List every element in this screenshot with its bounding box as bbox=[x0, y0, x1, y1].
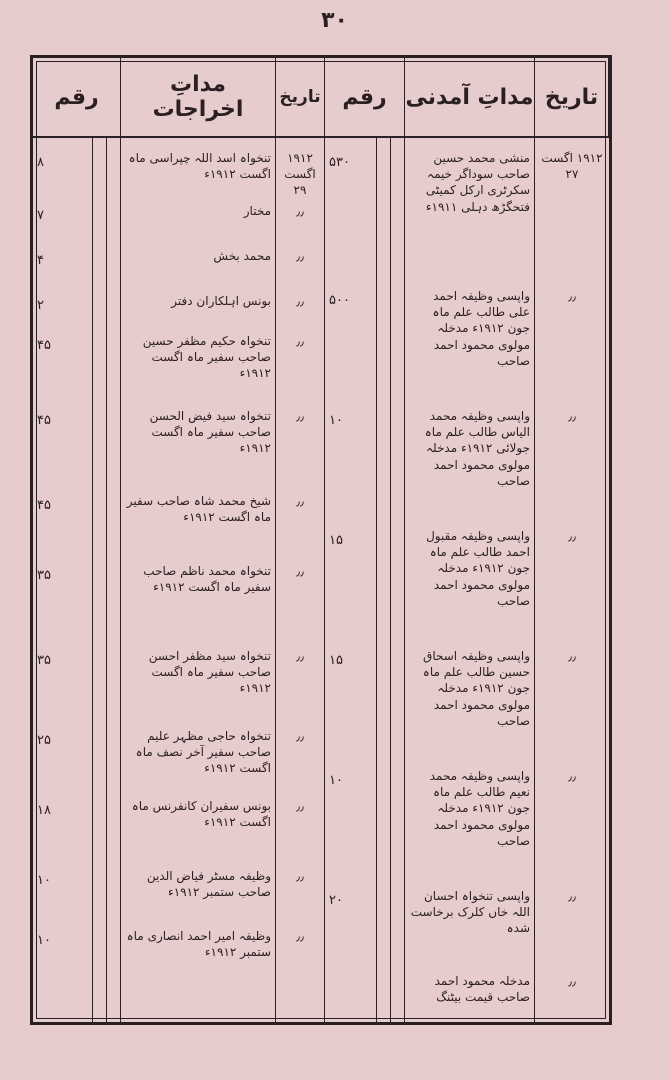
column-date-out bbox=[276, 138, 325, 1022]
income-entry-amount: ۱۵ bbox=[329, 653, 343, 668]
income-entry-text: منشی محمد حسین صاحب سوداگر خیمہ سکرٹری ارکل کمیٹی فتحگڑھ دہلی ۱۹۱۱ء bbox=[425, 151, 530, 214]
income-entry-text: واپسی وظیفہ احمد علی طالب علم ماہ جون ۱۹۱۲ء مدخلہ مولوی محمود احمد صاحب bbox=[432, 289, 530, 368]
column-amount-in bbox=[325, 138, 405, 1022]
expense-entry-date: ٫٫ bbox=[296, 799, 304, 813]
expense-entry-text: مختار bbox=[243, 204, 271, 218]
header-date-out: تاریخ bbox=[276, 58, 325, 138]
income-entry-date: ٫٫ bbox=[568, 529, 576, 543]
expense-entry-amount: ۴۵ bbox=[37, 498, 51, 513]
header-income: مداتِ آمدنی bbox=[405, 58, 535, 138]
income-entry-text: واپسی وظیفہ اسحاق حسین طالب علم ماہ جون ۱۹۱۲ء مدخلہ مولوی محمود احمد صاحب bbox=[422, 649, 530, 728]
expense-entry-text: بونس سفیران کانفرنس ماہ اگست ۱۹۱۲ء bbox=[131, 799, 271, 830]
income-entry-amount: ۵۰۰ bbox=[329, 293, 350, 308]
ledger-table bbox=[30, 55, 612, 1025]
income-entry-date: ٫٫ bbox=[568, 769, 576, 783]
expense-entry-date: ۱۹۱۲ اگست ۲۹ bbox=[284, 151, 316, 198]
income-entry-text: واپسی وظیفہ محمد نعیم طالب علم ماہ جون ۱۹۱۲ء مدخلہ مولوی محمود احمد صاحب bbox=[429, 769, 530, 848]
expense-entry-amount: ۴ bbox=[37, 253, 44, 268]
expense-entry-text: محمد بخش bbox=[213, 249, 271, 263]
header-amount-in: رقم bbox=[325, 58, 405, 138]
column-expenses bbox=[121, 138, 276, 1022]
income-entry-date: ٫٫ bbox=[568, 974, 576, 988]
expense-entry-date: ٫٫ bbox=[296, 204, 304, 218]
header-expenses: مداتِ اخراجات bbox=[121, 58, 276, 138]
income-entry-amount: ۱۰ bbox=[329, 773, 343, 788]
expense-entry-text: تنخواہ سید مظفر احسن صاحب سفیر ماہ اگست ۱۹۱۲ء bbox=[148, 649, 271, 696]
income-entry-date: ۱۹۱۲ اگست ۲۷ bbox=[541, 151, 603, 182]
expense-entry-date: ٫٫ bbox=[296, 294, 304, 308]
expense-entry-text: تنخواہ حاجی مظہر علیم صاحب سفیر آخر نصف ماہ اگست ۱۹۱۲ء bbox=[135, 729, 271, 776]
income-entry-text: واپسی وظیفہ مقبول احمد طالب علم ماہ جون ۱۹۱۲ء مدخلہ مولوی محمود احمد صاحب bbox=[426, 529, 530, 608]
income-entry-date: ٫٫ bbox=[568, 889, 576, 903]
expense-entry-date: ٫٫ bbox=[296, 649, 304, 663]
expense-entry-amount: ۸ bbox=[37, 155, 44, 170]
income-entry-text: مدخلہ محمود احمد صاحب قیمت بیٹنگ bbox=[434, 974, 530, 1005]
expense-entry-date: ٫٫ bbox=[296, 249, 304, 263]
income-entry-text: واپسی تنخواہ احسان اللہ خاں کلرک برخاست شدہ bbox=[410, 889, 530, 936]
income-entry-amount: ۱۰ bbox=[329, 413, 343, 428]
income-entry-date: ٫٫ bbox=[568, 649, 576, 663]
income-entry-date: ٫٫ bbox=[568, 289, 576, 303]
expense-entry-text: وظیفہ امیر احمد انصاری ماہ ستمبر ۱۹۱۲ء bbox=[126, 929, 271, 960]
expense-entry-date: ٫٫ bbox=[296, 869, 304, 883]
income-entry-text: واپسی وظیفہ محمد الیاس طالب علم ماہ جولائی ۱۹۱۲ء مدخلہ مولوی محمود احمد صاحب bbox=[424, 409, 530, 488]
expense-entry-text: وظیفہ مسٹر فیاض الدین صاحب ستمبر ۱۹۱۲ء bbox=[146, 869, 271, 900]
income-entry-amount: ۱۵ bbox=[329, 533, 343, 548]
expense-entry-amount: ۱۰ bbox=[37, 933, 51, 948]
page-number: ۳۰ bbox=[321, 8, 348, 33]
expense-entry-amount: ۴۵ bbox=[37, 413, 51, 428]
header-date-in: تاریخ bbox=[535, 58, 609, 138]
expense-entry-amount: ۳۵ bbox=[37, 568, 51, 583]
expense-entry-amount: ۳۵ bbox=[37, 653, 51, 668]
expense-entry-date: ٫٫ bbox=[296, 409, 304, 423]
expense-entry-text: تنخواہ محمد ناظم صاحب سفیر ماہ اگست ۱۹۱۲ء bbox=[143, 564, 271, 595]
expense-entry-date: ٫٫ bbox=[296, 334, 304, 348]
expense-entry-text: تنخواہ حکیم مظفر حسین صاحب سفیر ماہ اگست ۱۹۱۲ء bbox=[142, 334, 271, 381]
expense-entry-text: بونس اہلکاران دفتر bbox=[171, 294, 271, 308]
expense-entry-amount: ۴۵ bbox=[37, 338, 51, 353]
expense-entry-date: ٫٫ bbox=[296, 929, 304, 943]
column-date-in bbox=[535, 138, 609, 1022]
column-amount-out bbox=[33, 138, 121, 1022]
expense-entry-date: ٫٫ bbox=[296, 494, 304, 508]
expense-entry-text: شیخ محمد شاہ صاحب سفیر ماہ اگست ۱۹۱۲ء bbox=[126, 494, 271, 525]
expense-entry-amount: ۷ bbox=[37, 208, 44, 223]
income-entry-date: ٫٫ bbox=[568, 409, 576, 423]
income-entry-amount: ۵۳۰ bbox=[329, 155, 350, 170]
expense-entry-amount: ۱۸ bbox=[37, 803, 51, 818]
expense-entry-date: ٫٫ bbox=[296, 564, 304, 578]
expense-entry-amount: ۲ bbox=[37, 298, 44, 313]
income-entry-amount: ۲۰ bbox=[329, 893, 343, 908]
expense-entry-amount: ۲۵ bbox=[37, 733, 51, 748]
column-income bbox=[405, 138, 535, 1022]
expense-entry-date: ٫٫ bbox=[296, 729, 304, 743]
header-amount-out: رقم bbox=[33, 58, 121, 138]
expense-entry-amount: ۱۰ bbox=[37, 873, 51, 888]
expense-entry-text: تنخواہ اسد اللہ چپراسی ماہ اگست ۱۹۱۲ء bbox=[128, 151, 271, 182]
expense-entry-text: تنخواہ سید فیض الحسن صاحب سفیر ماہ اگست ۱۹۱۲ء bbox=[149, 409, 271, 456]
